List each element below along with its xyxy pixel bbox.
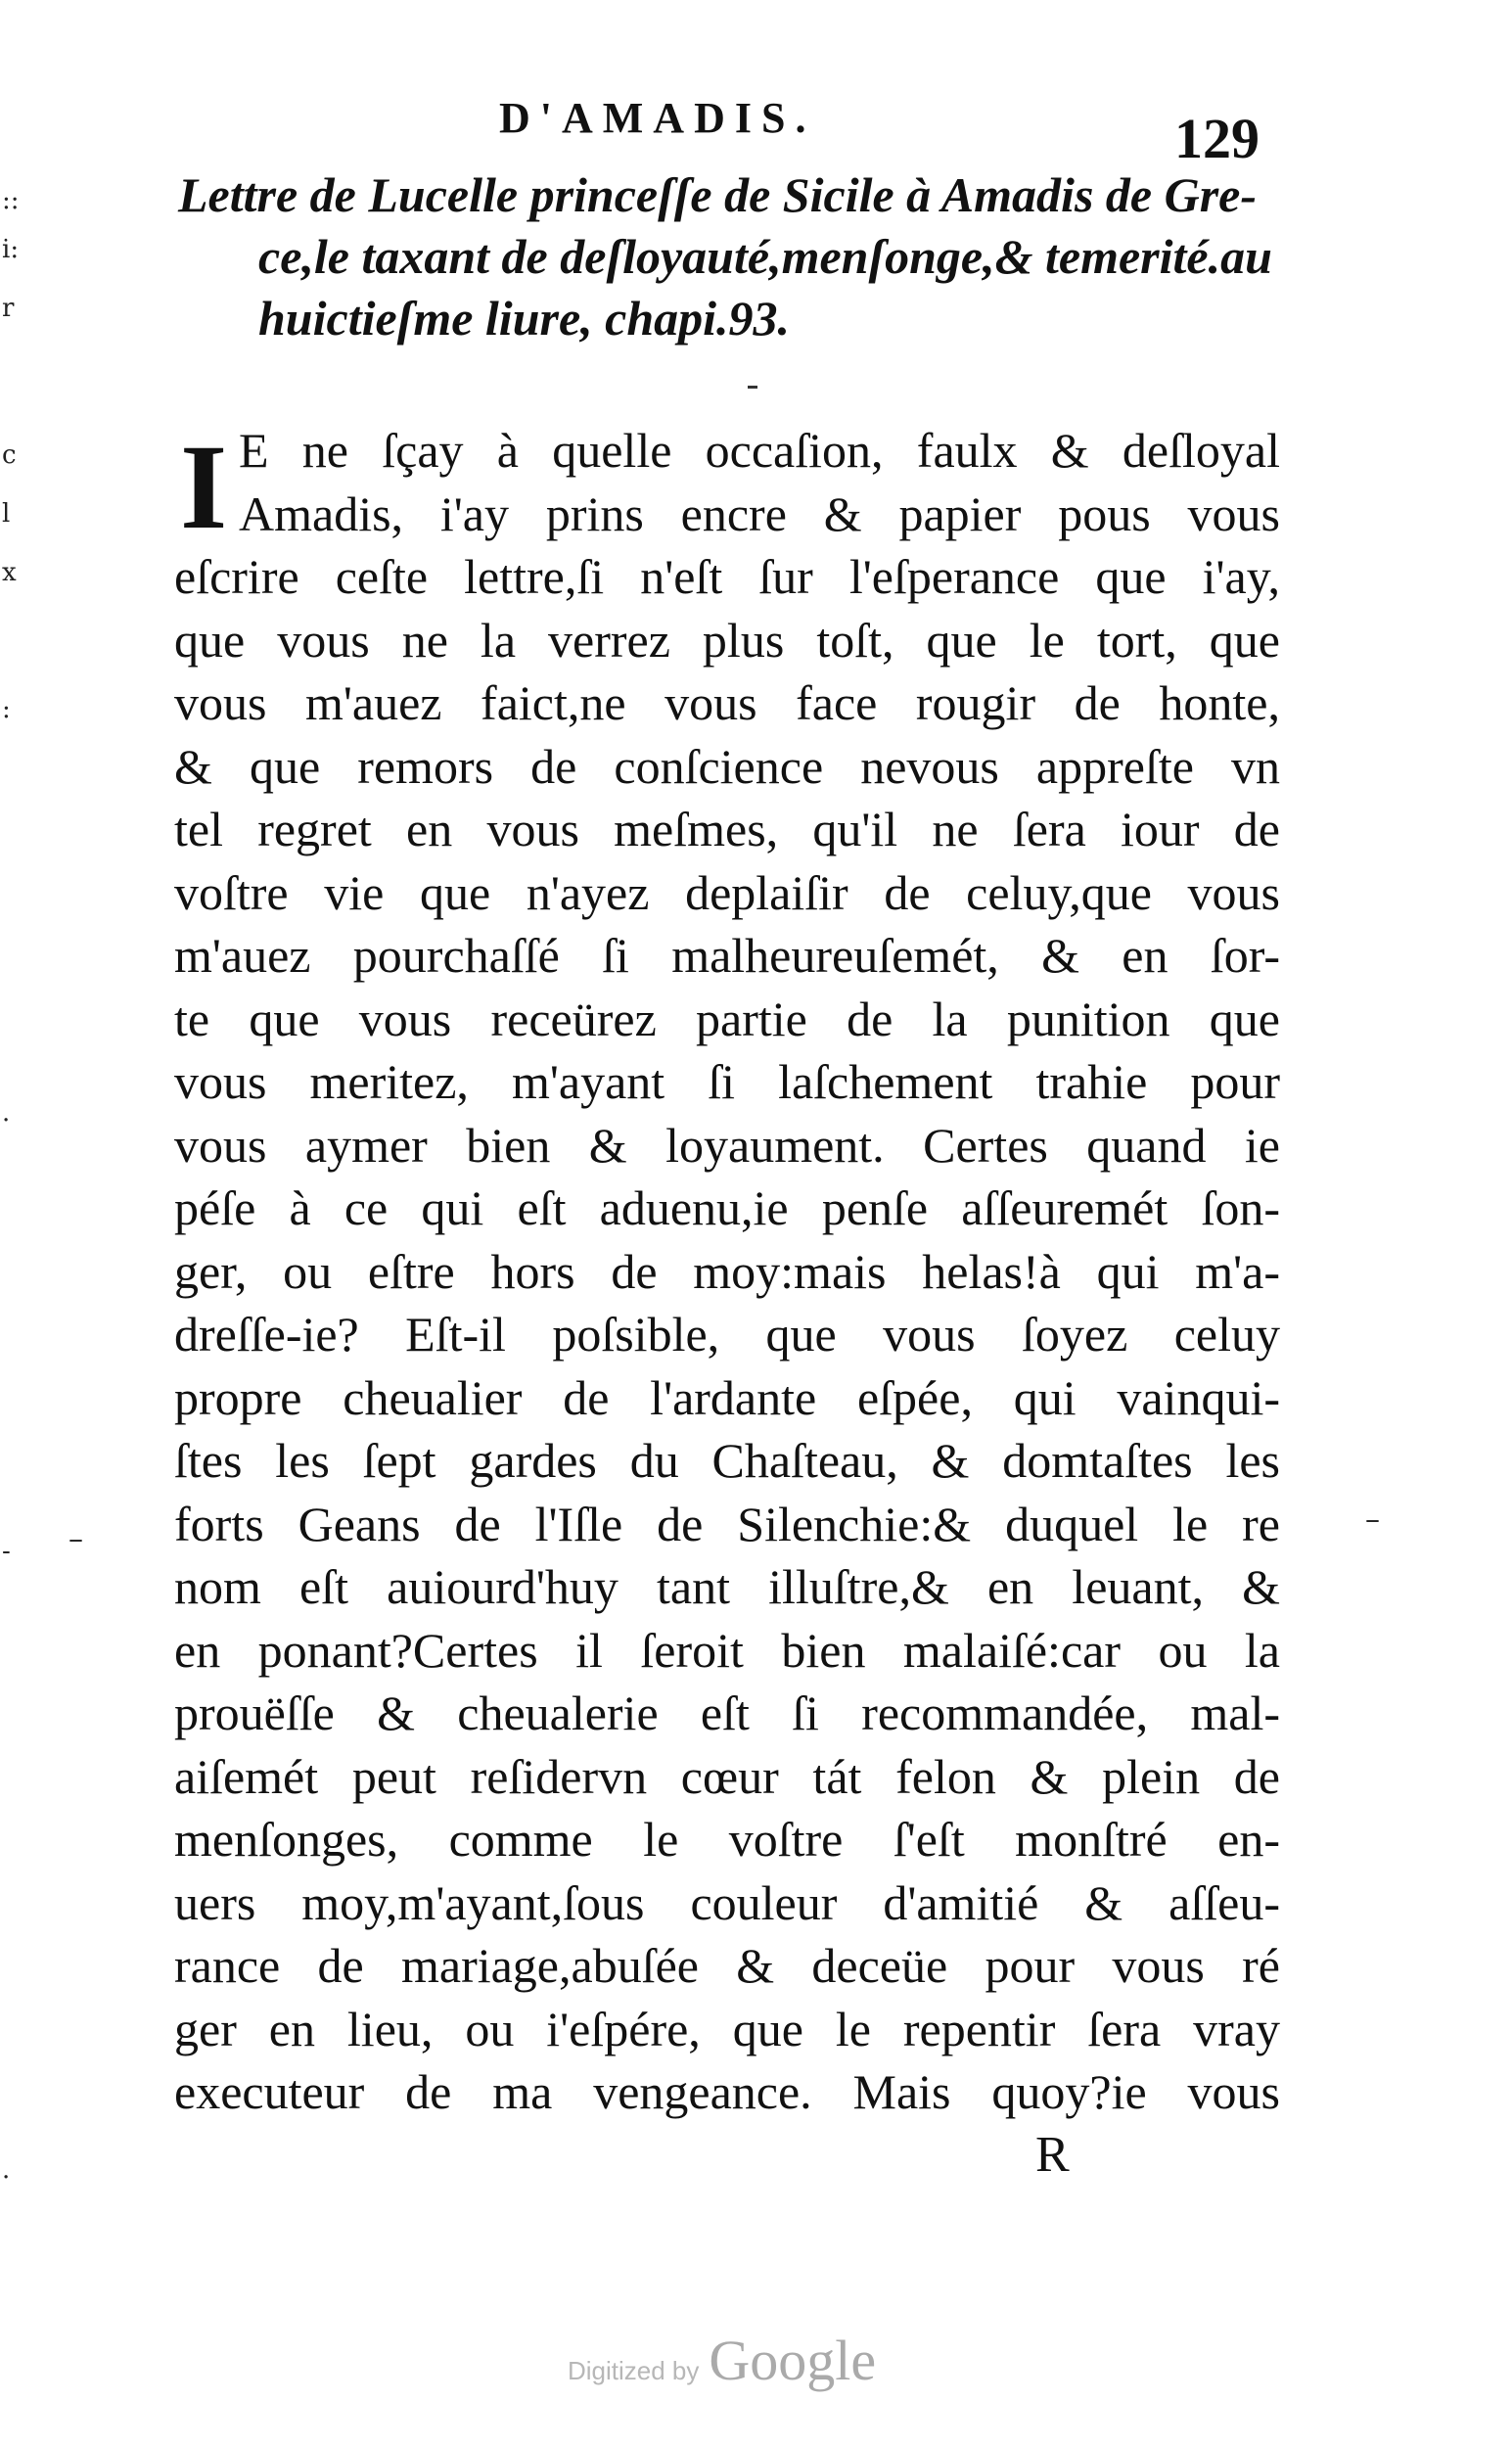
- bleed-mark: c: [2, 440, 17, 470]
- text-line: péſe à ce qui eſt aduenu,ie penſe aſſeuremét ſon-: [174, 1180, 1280, 1235]
- running-head: D'AMADIS.: [499, 94, 816, 142]
- text-line: forts Geans de l'Iſle de Silenchie:& duquel le re: [174, 1496, 1280, 1551]
- drop-cap: I: [180, 420, 228, 554]
- text-line: ſtes les ſept gardes du Chaſteau, & domtaſtes les: [174, 1433, 1280, 1488]
- page-number: 129: [1174, 107, 1260, 170]
- text-line: dreſſe-ie? Eſt-il poſsible, que vous ſoyez celuy: [174, 1307, 1280, 1362]
- text-line: prouëſſe & cheualerie eſt ſi recommandée, mal-: [174, 1685, 1280, 1740]
- text-line: uers moy,m'ayant,ſous couleur d'amitié & aſſeu-: [174, 1874, 1280, 1930]
- bleed-mark: :: [2, 695, 11, 724]
- text-line: tel regret en vous meſmes, qu'il ne ſera iour de: [174, 802, 1280, 856]
- text-line: eſcrire ceſte lettre,ſi n'eſt ſur l'eſperance que i'ay,: [174, 549, 1280, 604]
- text-line: & que remors de conſcience nevous appreſte vn: [174, 738, 1280, 794]
- rubric-line: huictieſme liure, chapi.93.: [258, 291, 791, 346]
- text-line: aiſemét peut reſidervn cœur tát felon & plein de: [174, 1748, 1280, 1804]
- catchword: R: [1035, 2127, 1070, 2183]
- bleed-mark: i:: [2, 235, 20, 264]
- stray-mark-left: –: [69, 1522, 83, 1556]
- text-line: nom eſt auiourd'huy tant illuſtre,& en leuant, &: [174, 1559, 1280, 1614]
- letter-body: [174, 419, 1280, 2124]
- text-line: Amadis, i'ay prins encre & papier pous vous: [239, 485, 1280, 541]
- text-line: executeur de ma vengeance. Mais quoy?ie vous: [174, 2064, 1280, 2119]
- text-line: ger en lieu, ou i'eſpére, que le repentir ſera vray: [174, 2001, 1280, 2056]
- digitized-watermark: [568, 2328, 876, 2393]
- text-line: en ponant?Certes il ſeroit bien malaiſé:car ou la: [174, 1622, 1280, 1678]
- chapter-rubric: [178, 164, 1294, 349]
- bleed-mark: ::: [2, 186, 20, 215]
- bleed-mark: r: [2, 294, 15, 323]
- text-line: te que vous receürez partie de la punition que: [174, 991, 1280, 1046]
- bleed-mark: x: [2, 558, 17, 587]
- text-line: ger, ou eſtre hors de moy:mais helas!à qui m'a-: [174, 1243, 1280, 1299]
- text-line: vous aymer bien & loyaument. Certes quand ie: [174, 1117, 1280, 1173]
- text-line: vous m'auez faict,ne vous face rougir de honte,: [174, 675, 1280, 730]
- facing-page-bleed: [0, 166, 22, 2222]
- text-line: rance de mariage,abuſée & deceüe pour vous ré: [174, 1938, 1280, 1993]
- bleed-mark: l: [2, 499, 11, 529]
- watermark-brand: Google: [709, 2329, 877, 2392]
- bleed-mark: -: [2, 1537, 11, 1566]
- printer-mark: [748, 386, 757, 389]
- bleed-mark: ·: [2, 1106, 11, 1135]
- text-line: m'auez pourchaſſé ſi malheureuſemét, & en ſor-: [174, 928, 1280, 983]
- rubric-line: Lettre de Lucelle princeſſe de Sicile à Amadis de Gre-: [178, 167, 1258, 222]
- text-line: propre cheualier de l'ardante eſpée, qui vainqui-: [174, 1369, 1280, 1425]
- rubric-line: ce,le taxant de deſloyauté,menſonge,& temerité.au: [258, 229, 1272, 284]
- watermark-prefix: Digitized by: [568, 2356, 700, 2385]
- text-line: vous meritez, m'ayant ſi laſchement trahie pour: [174, 1054, 1280, 1109]
- text-line: menſonges, comme le voſtre ſ'eſt monſtré en-: [174, 1812, 1280, 1867]
- text-line: voſtre vie que n'ayez deplaiſir de celuy,que vous: [174, 864, 1280, 920]
- stray-mark-right: –: [1365, 1502, 1380, 1537]
- text-line: E ne ſçay à quelle occaſion, faulx & deſloyal: [239, 423, 1280, 478]
- text-line: que vous ne la verrez plus toſt, que le tort, que: [174, 612, 1280, 668]
- bleed-mark: ·: [2, 2163, 11, 2193]
